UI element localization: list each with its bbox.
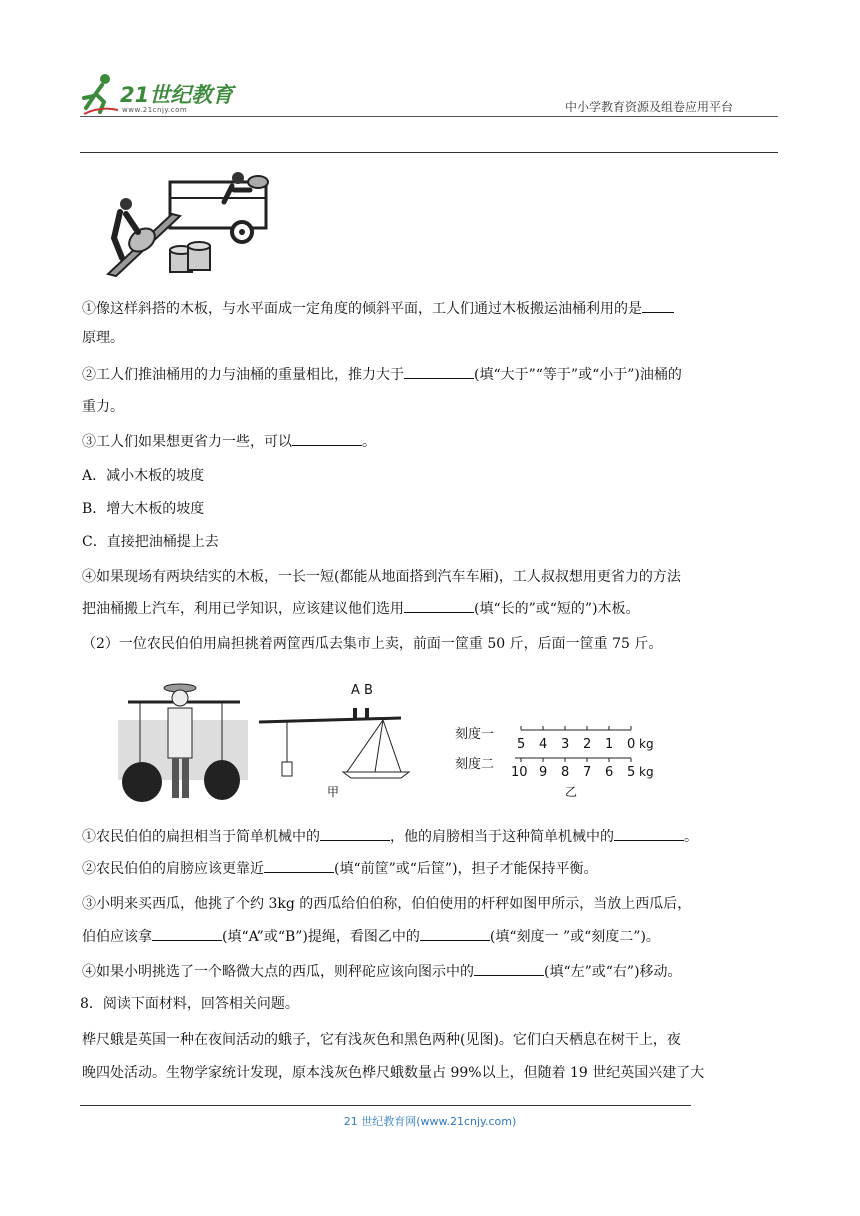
scale-2-value: 6 xyxy=(605,765,614,780)
q4-hint: (填“长的”或“短的”)木板。 xyxy=(474,601,640,617)
question-3-line xyxy=(82,431,782,453)
s2-q2-text: ②农民伯伯的肩膀应该更靠近 xyxy=(82,861,264,877)
question-2-line-2 xyxy=(82,396,782,418)
s2-q3-hint: (填“A”或“B”)提绳，看图乙中的 xyxy=(222,929,420,945)
answer-blank[interactable] xyxy=(152,926,222,941)
question-4-line-2 xyxy=(82,598,782,620)
reading-paragraph-line-2: 晚四处活动。生物学家统计发现，原本浅灰色桦尺蛾数量占 99%以上，但随着 19 世纪英国兴建了大 xyxy=(82,1065,705,1081)
scale-2-value: 5 xyxy=(627,765,636,780)
footer-divider xyxy=(80,1105,691,1106)
header-divider xyxy=(80,116,778,117)
figure-yi-label: 乙 xyxy=(565,785,578,798)
scale-markings-figure xyxy=(455,718,665,798)
scale-1-value: 1 xyxy=(605,737,614,752)
q3-text: ③工人们如果想更省力一些，可以 xyxy=(82,434,292,450)
s2-q2-hint: (填“前筐”或“后筐”)，担子才能保持平衡。 xyxy=(334,861,598,877)
scale-2-value: 7 xyxy=(583,765,592,780)
question-1-line-1 xyxy=(82,298,782,320)
figure-jia-label: 甲 xyxy=(327,785,340,799)
answer-blank[interactable] xyxy=(320,826,390,841)
answer-blank[interactable] xyxy=(404,364,474,379)
s2-question-2 xyxy=(82,858,782,880)
scale-1-value: 3 xyxy=(561,737,570,752)
logo-main-text: 21世纪教育 xyxy=(120,83,234,107)
footer-link[interactable]: 21 世纪教育网(www.21cnjy.com) xyxy=(343,1115,517,1128)
label-ab: A B xyxy=(351,683,373,698)
logo-sub-text: www.21cnjy.com xyxy=(122,106,188,114)
scale-1-label: 刻度一 xyxy=(455,727,495,742)
question-4-line-1 xyxy=(82,566,782,588)
content-top-rule xyxy=(80,152,778,153)
q1-text: ①像这样斜搭的木板，与水平面成一定角度的倾斜平面，工人们通过木板搬运油桶利用的是 xyxy=(82,301,642,317)
platform-name: 中小学教育资源及组卷应用平台 xyxy=(565,100,734,114)
s2-q4-text: ④如果小明挑选了一个略微大点的西瓜，则秤砣应该向图示中的 xyxy=(82,964,474,980)
q1-text-end: 原理。 xyxy=(82,330,124,346)
scale-2-unit: kg xyxy=(639,765,654,779)
answer-blank[interactable] xyxy=(264,858,334,873)
workers-loading-barrels-figure xyxy=(100,168,272,278)
q2-text-end: 重力。 xyxy=(82,399,124,415)
s2-q3-text-2: 伯伯应该拿 xyxy=(82,929,152,945)
q2-text: ②工人们推油桶用的力与油桶的重量相比，推力大于 xyxy=(82,367,404,383)
scale-1-value: 5 xyxy=(517,737,526,752)
runner-icon xyxy=(80,70,120,116)
q4-text: ④如果现场有两块结实的木板，一长一短(都能从地面搭到汽车车厢)，工人叔叔想用更省力的方法 xyxy=(82,569,681,585)
s2-q1-text: ①农民伯伯的扁担相当于简单机械中的 xyxy=(82,829,320,845)
scale-1-unit: kg xyxy=(639,737,654,751)
farmer-carrying-pole-figure xyxy=(118,680,248,808)
s2-question-3-line-2 xyxy=(82,926,782,948)
s2-question-1 xyxy=(82,826,782,848)
site-logo xyxy=(80,70,240,116)
q3-text-end: 。 xyxy=(362,434,376,450)
option-a: A．减小木板的坡度 xyxy=(82,468,205,484)
s2-q1-text-2: ，他的肩膀相当于这种简单机械中的 xyxy=(390,829,614,845)
option-b: B．增大木板的坡度 xyxy=(82,501,205,517)
answer-blank[interactable] xyxy=(404,598,474,613)
s2-q4-hint: (填“左”或“右”)移动。 xyxy=(544,964,682,980)
answer-blank[interactable] xyxy=(642,298,674,313)
s2-q3-hint-2: (填“刻度一 ”或“刻度二”)。 xyxy=(489,929,660,945)
reading-paragraph-line-1: 桦尺蛾是英国一种在夜间活动的蛾子，它有浅灰色和黑色两种(见图)。它们白天栖息在树干上，夜 xyxy=(82,1032,681,1048)
question-1-line-2 xyxy=(82,327,782,349)
s2-question-3-line-1 xyxy=(82,893,782,915)
scale-2-ticks xyxy=(521,758,631,762)
scale-2-value: 8 xyxy=(561,765,570,780)
scale-1-value: 0 xyxy=(627,737,636,752)
scale-1-value: 2 xyxy=(583,737,592,752)
answer-blank[interactable] xyxy=(614,826,684,841)
section-2-intro: （2）一位农民伯伯用扁担挑着两筐西瓜去集市上卖，前面一筐重 50 斤，后面一筐重 75 斤。 xyxy=(82,636,663,652)
s2-q1-end: 。 xyxy=(684,829,698,845)
question-2-line-1 xyxy=(82,364,782,386)
s2-q3-text: ③小明来买西瓜，他挑了个约 3kg 的西瓜给伯伯称，伯伯使用的杆秤如图甲所示，当放上西瓜后， xyxy=(82,896,692,912)
scale-2-value: 9 xyxy=(539,765,548,780)
scale-1-value: 4 xyxy=(539,737,548,752)
scale-2-value: 10 xyxy=(511,765,528,780)
answer-blank[interactable] xyxy=(420,926,490,941)
answer-blank[interactable] xyxy=(474,961,544,976)
option-c: C．直接把油桶提上去 xyxy=(82,534,219,550)
q4-text-2: 把油桶搬上汽车，利用已学知识，应该建议他们选用 xyxy=(82,601,404,617)
q2-hint: (填“大于”“等于”或“小于”)油桶的 xyxy=(474,367,682,383)
answer-blank[interactable] xyxy=(292,431,362,446)
scale-2-label: 刻度二 xyxy=(455,757,495,772)
question-8-heading: 8．阅读下面材料，回答相关问题。 xyxy=(80,996,299,1012)
scale-1-ticks xyxy=(521,726,631,730)
steelyard-figure xyxy=(255,680,425,802)
s2-question-4 xyxy=(82,961,782,983)
